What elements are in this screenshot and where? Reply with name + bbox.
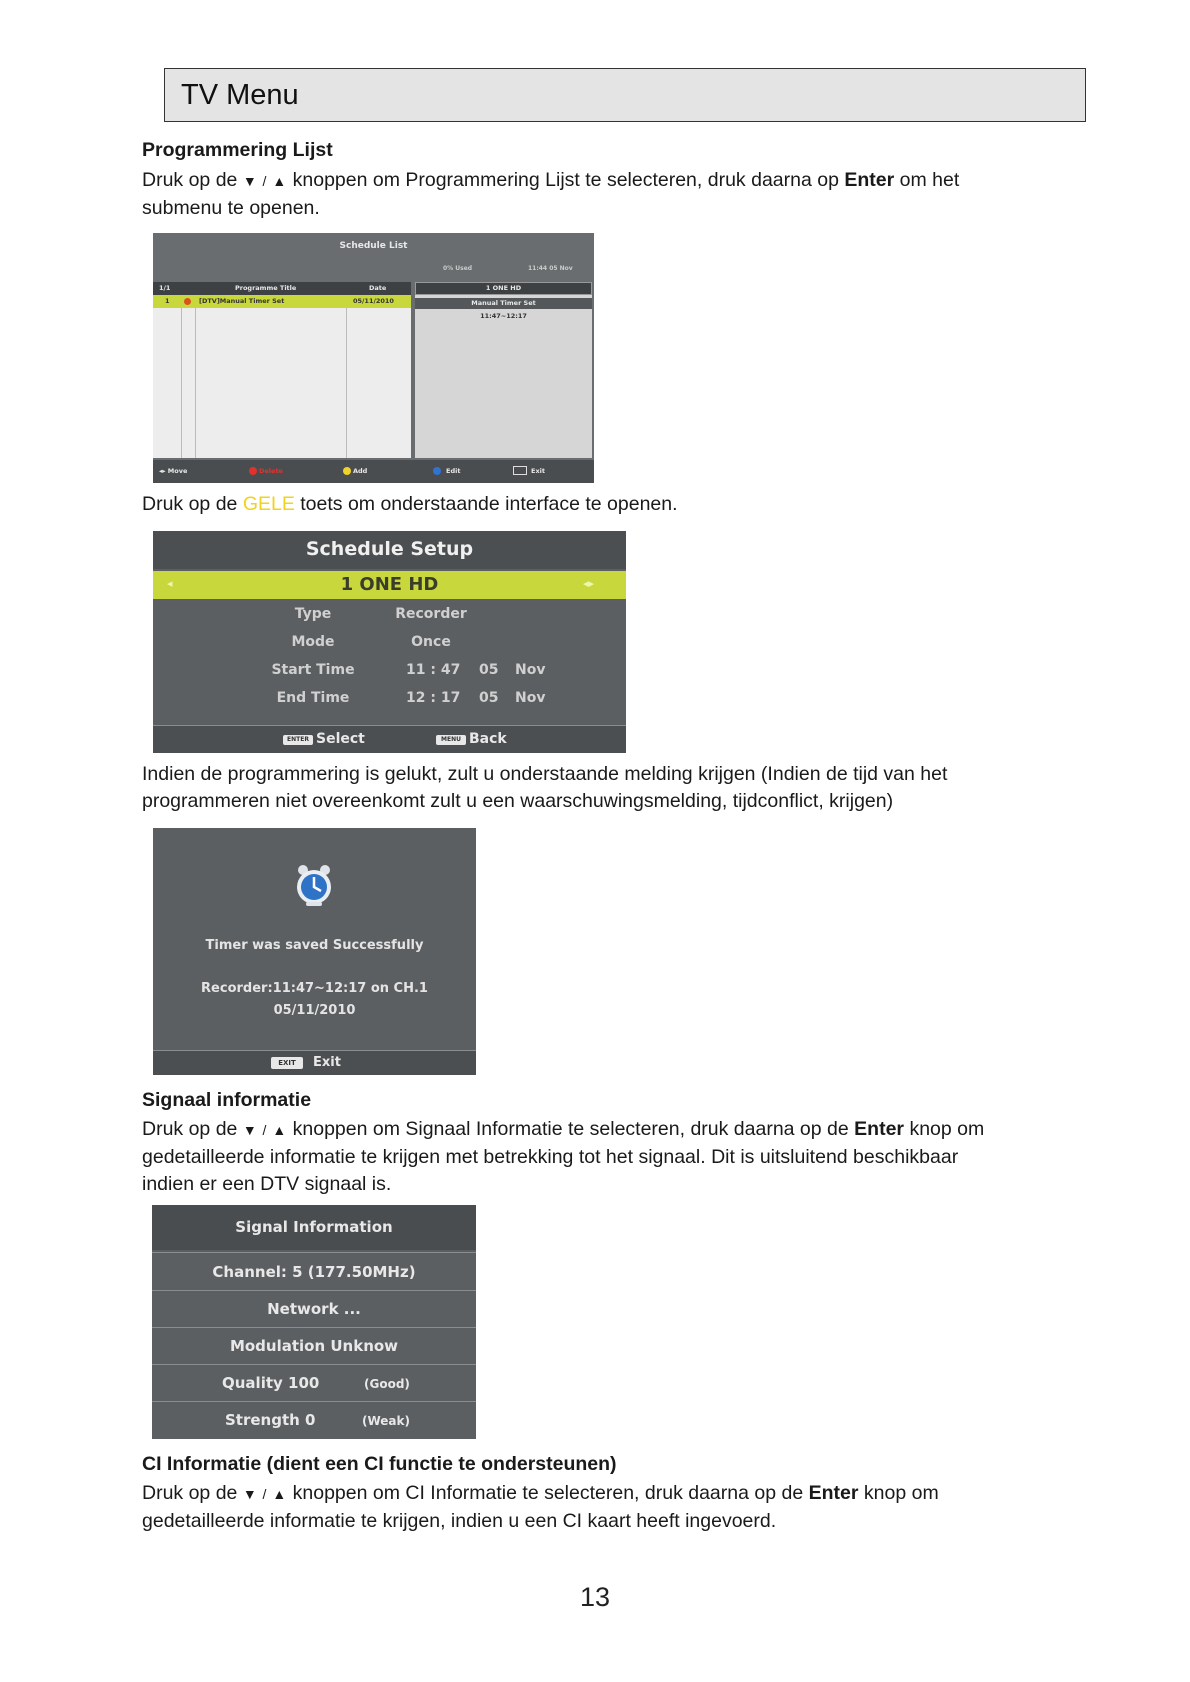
divider [152,1252,476,1253]
start-time-value[interactable]: 11 : 47 [406,662,461,678]
row-number: 1 [165,297,170,305]
paragraph-ci [142,1480,1042,1535]
text: om het [899,169,960,191]
paragraph-success [142,761,1042,815]
col-divider [181,295,182,458]
footer-edit: Edit [446,467,461,475]
footer-exit: Exit [531,467,545,475]
text: knoppen om Signaal Informatie te selecteren, druk daarna op de [292,1118,849,1140]
red-button-icon [249,467,257,475]
col-date: Date [369,284,387,292]
end-day-value[interactable]: 05 [479,690,499,706]
used-info: 0% Used [443,265,473,272]
footer-move: ◂▸ Move [159,467,188,475]
header-title: TV Menu [181,79,299,111]
divider [152,1364,476,1365]
footer-bar [153,460,594,483]
exit-label[interactable]: Exit [313,1055,341,1070]
arrow-keys-icon: ▼ / ▲ [242,1122,288,1138]
timer-saved-detail: Recorder:11:47~12:17 on CH.1 [201,981,428,996]
footer-add: Add [353,467,368,475]
divider [152,1401,476,1402]
start-month-value[interactable]: Nov [515,662,546,678]
right-panel-row-title: Manual Timer Set [471,299,536,307]
signal-quality: Quality 100 [222,1374,320,1392]
right-panel-channel: 1 ONE HD [485,284,522,292]
start-time-label: Start Time [271,662,355,678]
start-day-value[interactable]: 05 [479,662,499,678]
setup-footer [153,725,626,753]
enter-key-icon: ENTER [283,735,313,745]
timer-saved-message: Timer was saved Successfully [205,938,424,953]
footer-delete: Delete [259,467,283,475]
timer-saved-date: 05/11/2010 [273,1003,356,1018]
header-box [164,68,1086,122]
section-heading-ci: CI Informatie (dient een CI functie te ondersteunen) [142,1453,617,1475]
yellow-button-icon [343,467,351,475]
text: knoppen om CI Informatie te selecteren, druk daarna op de [292,1482,804,1504]
setup-title: Schedule Setup [305,538,474,560]
schedule-list-screen [153,233,594,483]
channel-value: 1 ONE HD [340,574,439,595]
divider [152,1290,476,1291]
paragraph-programmering [142,167,1042,222]
arrow-keys-icon: ▼ / ▲ [242,1486,288,1502]
end-time-label: End Time [276,690,350,706]
section-heading-programmering: Programmering Lijst [142,139,333,161]
text: programmeren niet overeenkomt zult u een waarschuwingsmelding, tijdconflict, krijgen) [142,790,894,812]
signal-modulation: Modulation Unknow [229,1337,399,1355]
text: indien er een DTV signaal is. [142,1173,392,1195]
col-title: Programme Title [235,284,297,292]
text: gedetailleerde informatie te krijgen met betrekking tot het signaal. Dit is uitsluitend beschikbaar [142,1146,959,1168]
signal-channel: Channel: 5 (177.50MHz) [212,1263,416,1281]
text: Druk op de [142,493,238,515]
mode-value[interactable]: Once [411,634,451,650]
list-body [153,295,411,458]
paragraph-signaal [142,1116,1042,1198]
text: knop om [909,1118,985,1140]
end-month-value[interactable]: Nov [515,690,546,706]
text: knoppen om Programmering Lijst te selecteren, druk daarna op [292,169,839,191]
signal-info-screen [152,1205,476,1439]
timer-saved-screen [153,828,476,1075]
type-label: Type [294,606,332,622]
enter-key-text: Enter [808,1482,859,1504]
text: submenu te openen. [142,197,320,219]
end-time-value[interactable]: 12 : 17 [406,690,461,706]
text: toets om onderstaande interface te openen. [300,493,678,515]
footer-move-label: Move [167,467,188,475]
text: knop om [863,1482,939,1504]
schedule-list-title: Schedule List [339,241,408,251]
exit-key-icon: EXIT [271,1057,303,1069]
col-divider [346,295,347,458]
signal-quality-tag: (Good) [364,1377,410,1391]
col-divider [195,295,196,458]
divider [152,1327,476,1328]
signal-strength: Strength 0 [225,1411,316,1429]
alarm-clock-icon [294,863,334,907]
schedule-setup-screen [153,531,626,753]
clock-info: 11:44 05 Nov [528,265,573,272]
text: gedetailleerde informatie te krijgen, indien u een CI kaart heeft ingevoerd. [142,1510,777,1532]
exit-key-icon [513,466,527,475]
mode-label: Mode [291,634,335,650]
text: Indien de programmering is gelukt, zult u onderstaande melding krijgen (Indien de tijd van het [142,763,948,785]
yellow-key-text: GELE [242,493,295,515]
enter-key-text: Enter [854,1118,905,1140]
paragraph-yellow-key [142,491,1042,518]
record-icon [184,298,191,305]
page-number: 13 [579,1582,611,1612]
arrow-right-icon[interactable]: ◂▸ [583,577,595,590]
arrow-left-icon[interactable]: ◂ [167,577,173,590]
enter-key-text: Enter [844,169,895,191]
signal-strength-tag: (Weak) [362,1414,410,1428]
text: Druk op de [142,169,238,191]
col-index: 1/1 [159,284,171,292]
blue-button-icon [433,467,441,475]
text: Druk op de [142,1482,238,1504]
arrow-keys-icon: ▼ / ▲ [242,173,288,189]
row-title: [DTV]Manual Timer Set [199,297,285,305]
right-panel-row-time: 11:47~12:17 [480,312,527,320]
type-value[interactable]: Recorder [395,606,467,622]
signal-title: Signal Information [235,1218,393,1236]
signal-network: Network ... [267,1300,361,1318]
select-label[interactable]: Select [316,731,365,747]
row-date: 05/11/2010 [353,297,394,305]
menu-key-icon: MENU [436,735,466,745]
text: Druk op de [142,1118,238,1140]
back-label[interactable]: Back [469,731,507,747]
section-heading-signaal: Signaal informatie [142,1089,312,1111]
